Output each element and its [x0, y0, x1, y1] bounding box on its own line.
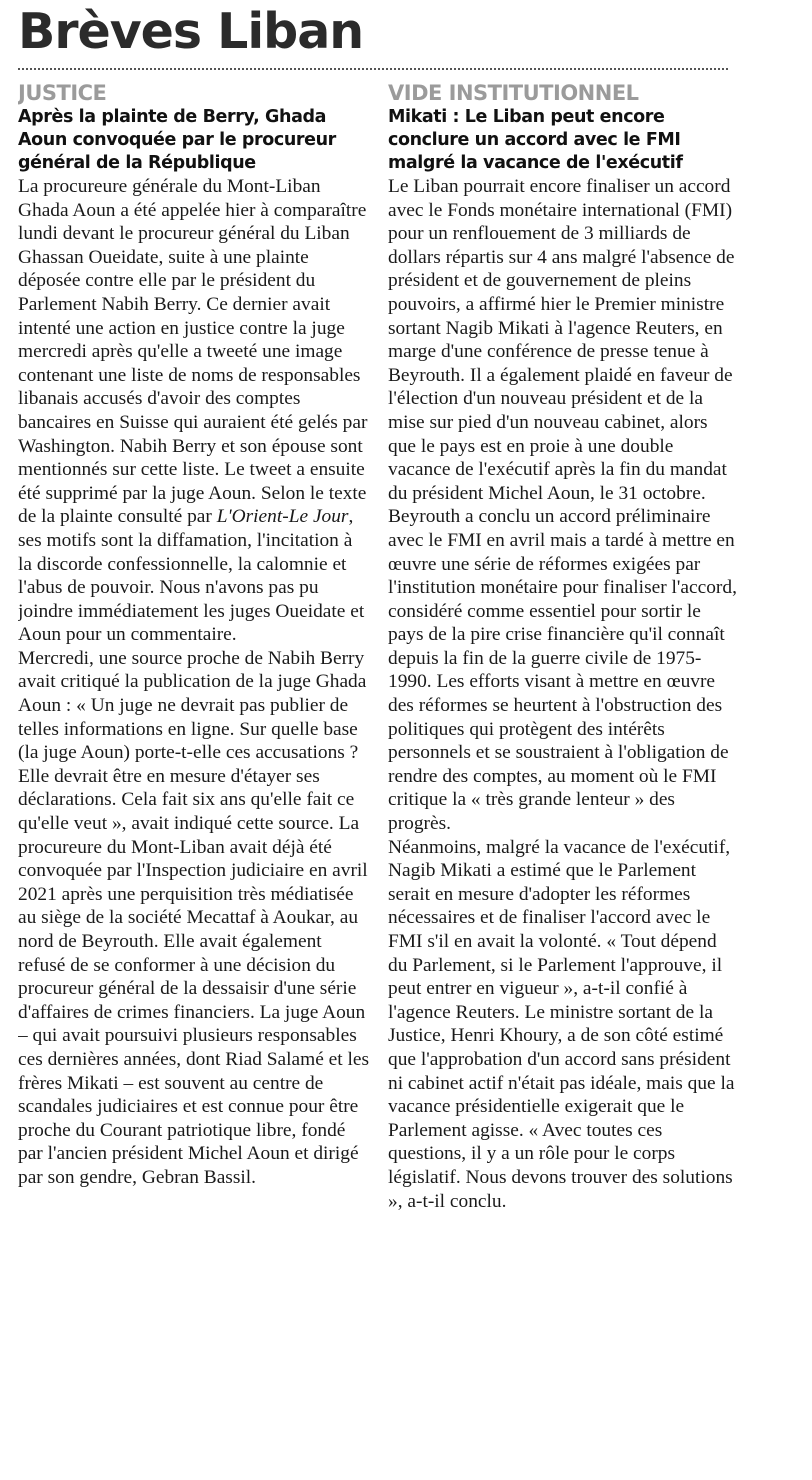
- paragraph-text: Mercredi, une source proche de Nabih Berry avait critiqué la publication de la juge Ghada Aoun : « Un juge ne devrait pas publier de telles informations en ligne. Sur quelle base (la juge Aoun) porte-t-elle ces accusations ? Elle devrait être en mesure d'étayer ses déclarations. Cela fait six ans qu'elle fait ce qu'elle veut », avait indiqué cette source. La procureure du Mont-Liban avait déjà été convoquée par l'Inspection judiciaire en avril 2021 après une perquisition très médiatisée au siège de la société Mecattaf à Aoukar, au nord de Beyrouth. Elle avait également refusé de se conformer à une décision du procureur général de la dessaisir d'une série d'affaires de crimes financiers. La juge Aoun – qui avait poursuivi plusieurs responsables ces dernières années, dont Riad Salamé et les frères Mikati – est souvent au centre de scandales judiciaires et est connue pour être proche du Courant patriotique libre, fondé par l'ancien président Michel Aoun et dirigé par son gendre, Gebran Bassil.: [18, 647, 370, 1188]
- article-rubric: JUSTICE: [18, 81, 107, 105]
- article-paragraph: [388, 836, 740, 1214]
- paragraph-text: Le Liban pourrait encore finaliser un accord avec le Fonds monétaire international (FMI) pour un renflouement de 3 milliards de dollars répartis sur 4 ans malgré l'absence de président et de gouvernement de pleins pouvoirs, a affirmé hier le Premier ministre sortant Nagib Mikati à l'agence Reuters, en marge d'une conférence de presse tenue à Beyrouth. Il a également plaidé en faveur de l'élection d'un nouveau président et de la mise sur pied d'un nouveau cabinet, alors que le pays est en proie à une double vacance de l'exécutif après la fin du mandat du président Michel Aoun, le 31 octobre.: [388, 176, 735, 504]
- paragraph-text: , ses motifs sont la diffamation, l'incitation à la discorde confessionnelle, la calomnie et l'abus de pouvoir. Nous n'avons pas pu joindre immédiatement les juges Oueidate et Aoun pour un commentaire.: [18, 506, 365, 646]
- dotted-divider: [18, 68, 728, 70]
- article-headline: Mikati : Le Liban peut encore conclure un accord avec le FMI malgré la vacance de l'exécutif: [388, 107, 683, 173]
- newspaper-title: L'Orient-Le Jour: [216, 506, 349, 528]
- article-paragraph: [18, 175, 370, 647]
- paragraph-text: La procureure générale du Mont-Liban Ghada Aoun a été appelée hier à comparaître lundi devant le procureur général du Liban Ghassan Oueidate, suite à une plainte déposée contre elle par le président du Parlement Nabih Berry. Ce dernier avait intenté une action en justice contre la juge mercredi après qu'elle a tweeté une image contenant une liste de noms de responsables libanais accusés d'avoir des comptes bancaires en Suisse qui auraient été gelés par Washington. Nabih Berry et son épouse sont mentionnés sur cette liste. Le tweet a ensuite été supprimé par la juge Aoun. Selon le texte de la plainte consulté par: [18, 176, 368, 528]
- article-paragraph: [18, 647, 370, 1190]
- article-justice: [18, 80, 370, 1190]
- article-vide-institutionnel: [388, 80, 740, 1213]
- article-body: [18, 175, 370, 1190]
- article-paragraph: [388, 175, 740, 505]
- article-body: [388, 175, 740, 1213]
- article-rubric: VIDE INSTITUTIONNEL: [388, 81, 639, 105]
- article-paragraph: [388, 505, 740, 835]
- section-masthead: Brèves Liban: [18, 3, 364, 60]
- article-headline: Après la plainte de Berry, Ghada Aoun convoquée par le procureur général de la République: [18, 107, 336, 173]
- paragraph-text: Beyrouth a conclu un accord préliminaire avec le FMI en avril mais a tardé à mettre en œuvre une série de réformes exigées par l'institution monétaire pour finaliser l'accord, considéré comme essentiel pour sortir le pays de la pire crise financière qu'il connaît depuis la fin de la guerre civile de 1975-1990. Les efforts visant à mettre en œuvre des réformes se heurtent à l'obstruction des politiques qui protègent des intérêts personnels et se soustraient à l'obligation de rendre des comptes, au moment où le FMI critique la « très grande lenteur » des progrès.: [388, 506, 737, 835]
- paragraph-text: Néanmoins, malgré la vacance de l'exécutif, Nagib Mikati a estimé que le Parlement serait en mesure d'adopter les réformes nécessaires et de finaliser l'accord avec le FMI s'il en avait la volonté. « Tout dépend du Parlement, si le Parlement l'approuve, il peut entrer en vigueur », a-t-il confié à l'agence Reuters. Le ministre sortant de la Justice, Henri Khoury, a de son côté estimé que l'approbation d'un accord sans président ni cabinet actif n'était pas idéale, mais que la vacance présidentielle exigerait que le Parlement agisse. « Avec toutes ces questions, il y a un rôle pour le corps législatif. Nous devons trouver des solutions », a-t-il conclu.: [388, 836, 735, 1212]
